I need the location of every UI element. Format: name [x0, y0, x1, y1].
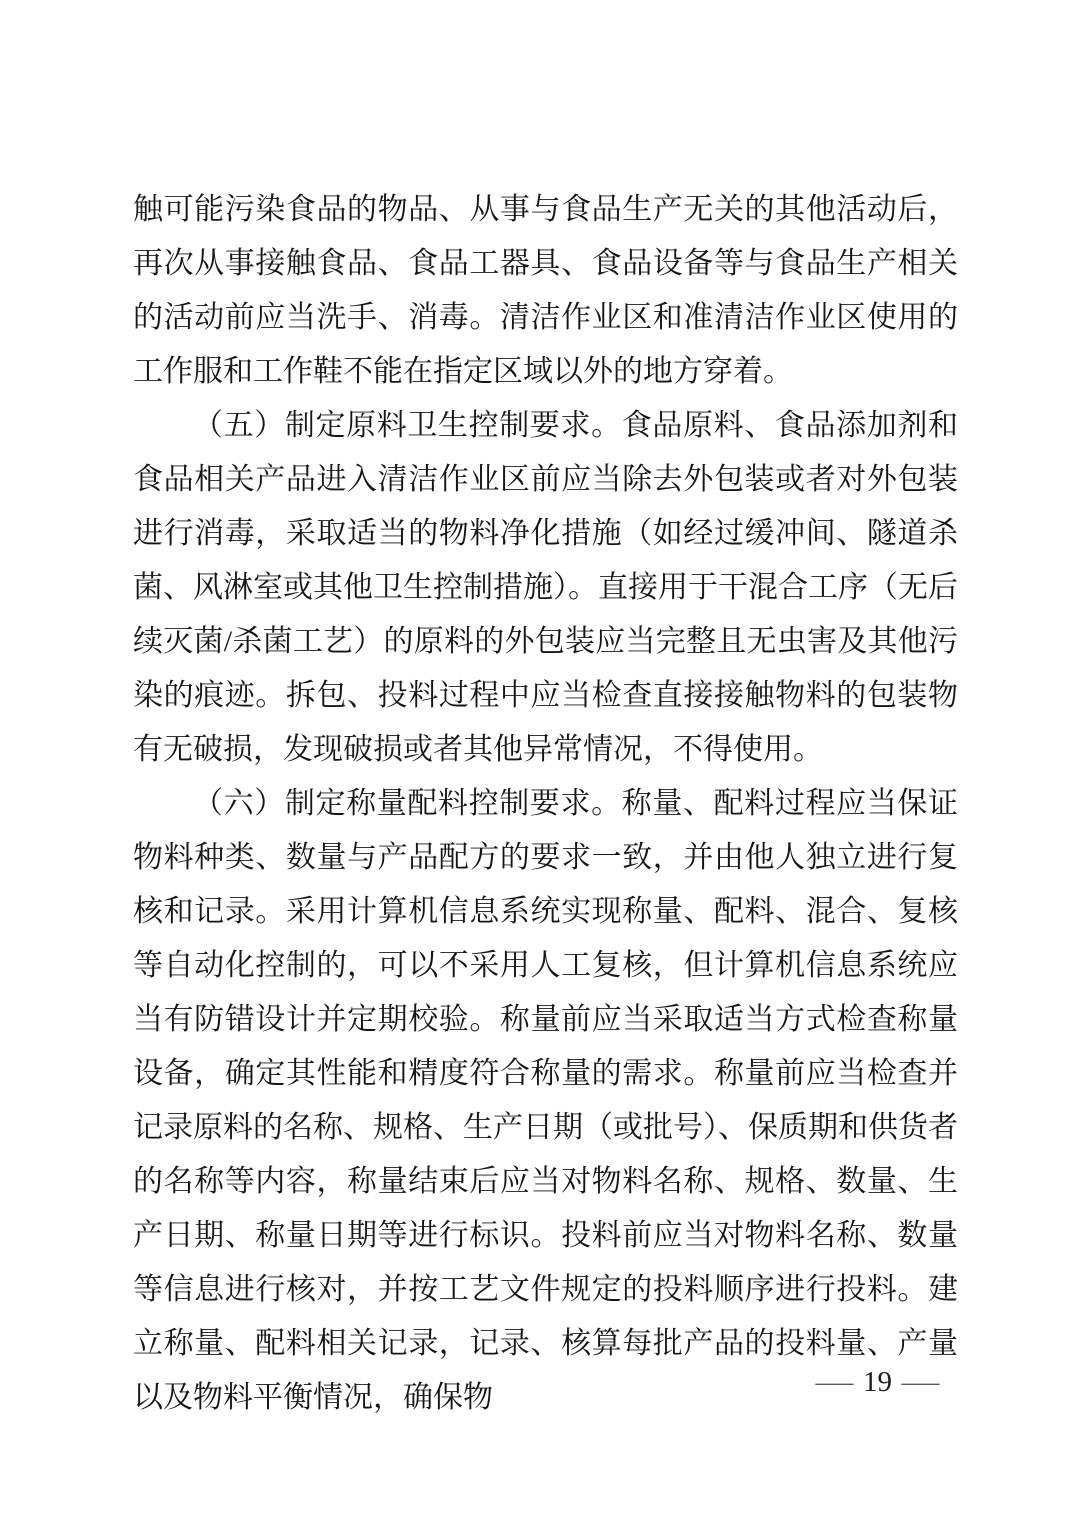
paragraph-continuation: 触可能污染食品的物品、从事与食品生产无关的其他活动后，再次从事接触食品、食品工器具、食品设备等与食品生产相关的活动前应当洗手、消毒。清洁作业区和准清洁作业区使用的工作服和工作鞋不能在指定区域以外的地方穿着。: [133, 193, 958, 388]
page-number-value: 19: [863, 1366, 892, 1398]
paragraph-item-5: （五）制定原料卫生控制要求。食品原料、食品添加剂和食品相关产品进入清洁作业区前应当除去外包装或者对外包装进行消毒，采取适当的物料净化措施（如经过缓冲间、隧道杀菌、风淋室或其他卫生控制措施）。直接用于干混合工序（无后续灭菌/杀菌工艺）的原料的外包装应当完整且无虫害及其他污染的痕迹。拆包、投料过程中应当检查直接接触物料的包装物有无破损，发现破损或者其他异常情况，不得使用。: [133, 409, 958, 766]
paragraph-item-6: （六）制定称量配料控制要求。称量、配料过程应当保证物料种类、数量与产品配方的要求一致，并由他人独立进行复核和记录。采用计算机信息系统实现称量、配料、混合、复核等自动化控制的，可以不采用人工复核，但计算机信息系统应当有防错设计并定期校验。称量前应当采取适当方式检查称量设备，确定其性能和精度符合称量的需求。称量前应当检查并记录原料的名称、规格、生产日期（或批号）、保质期和供货者的名称等内容，称量结束后应当对物料名称、规格、数量、生产日期、称量日期等进行标识。投料前应当对物料名称、数量等信息进行核对，并按工艺文件规定的投料顺序进行投料。建立称量、配料相关记录，记录、核算每批产品的投料量、产量以及物料平衡情况，确保物: [133, 787, 958, 1414]
page-number-dash-right: —: [901, 1366, 940, 1398]
page-number-dash-left: —: [815, 1366, 854, 1398]
page-footer: [815, 1366, 940, 1398]
document-body: [133, 183, 958, 1425]
